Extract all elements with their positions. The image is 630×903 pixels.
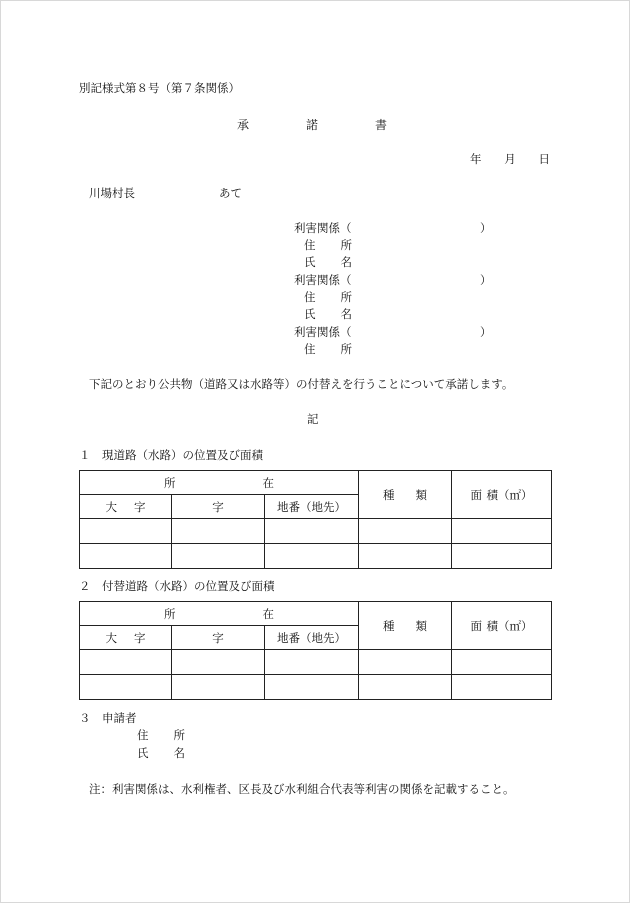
applicant-name <box>137 746 185 760</box>
cell[interactable] <box>80 675 172 700</box>
party-1-close: ） <box>480 221 492 235</box>
location-header: 所 在 <box>80 602 359 626</box>
applicant-name-char-2: 名 <box>173 746 185 760</box>
aza-header: 字 <box>172 495 265 519</box>
cell[interactable] <box>172 675 265 700</box>
cell[interactable] <box>265 544 359 569</box>
cell[interactable] <box>359 519 452 544</box>
applicant-address <box>137 728 185 742</box>
form-number: 別記様式第８号（第７条関係） <box>79 81 240 95</box>
section-1-heading: １ 現道路（水路）の位置及び面積 <box>79 448 263 462</box>
addressee-name: 川場村長 <box>89 186 135 200</box>
party-2-address <box>304 290 352 304</box>
table-row <box>80 544 552 569</box>
party-2-address-char-2: 所 <box>340 290 352 304</box>
party-3-address-char-1: 住 <box>304 342 316 356</box>
cell[interactable] <box>265 519 359 544</box>
title-char-1: 承 <box>237 118 250 132</box>
party-1-name-char-2: 名 <box>340 255 352 269</box>
party-3-address <box>304 342 352 356</box>
section-2-table <box>79 601 552 700</box>
aza-header: 字 <box>172 626 265 650</box>
ki-heading: 記 <box>307 412 319 426</box>
section-3-heading: ３ 申請者 <box>79 711 137 725</box>
oaza-header: 大 字 <box>80 626 172 650</box>
chiban-header: 地番（地先） <box>265 495 359 519</box>
party-1-label: 利害関係（ <box>294 221 352 235</box>
party-3-label: 利害関係（ <box>294 325 352 339</box>
date-day: 日 <box>538 152 550 166</box>
cell[interactable] <box>452 544 552 569</box>
kind-header: 種 類 <box>359 471 452 519</box>
party-2-name-char-2: 名 <box>340 307 352 321</box>
area-header: 面 積（㎡） <box>452 602 552 650</box>
party-1-name-char-1: 氏 <box>304 255 316 269</box>
party-3-address-char-2: 所 <box>340 342 352 356</box>
location-header: 所 在 <box>80 471 359 495</box>
party-2-address-char-1: 住 <box>304 290 316 304</box>
area-header: 面 積（㎡） <box>452 471 552 519</box>
cell[interactable] <box>359 650 452 675</box>
party-2-close: ） <box>480 273 492 287</box>
table-row <box>80 650 552 675</box>
party-2-label: 利害関係（ <box>294 273 352 287</box>
cell[interactable] <box>452 519 552 544</box>
addressee-suffix: あて <box>219 186 242 200</box>
date-month: 月 <box>504 152 516 166</box>
title-char-2: 諾 <box>305 118 318 132</box>
cell[interactable] <box>452 675 552 700</box>
applicant-name-char-1: 氏 <box>137 746 149 760</box>
party-2-name <box>304 307 352 321</box>
party-2-name-char-1: 氏 <box>304 307 316 321</box>
cell[interactable] <box>172 650 265 675</box>
chiban-header: 地番（地先） <box>265 626 359 650</box>
date-line <box>470 152 550 166</box>
date-year: 年 <box>470 152 482 166</box>
section-1-table <box>79 470 552 569</box>
applicant-address-char-2: 所 <box>173 728 185 742</box>
cell[interactable] <box>265 650 359 675</box>
party-1-address <box>304 238 352 252</box>
party-1-address-char-2: 所 <box>340 238 352 252</box>
cell[interactable] <box>265 675 359 700</box>
section-2-heading: ２ 付替道路（水路）の位置及び面積 <box>79 579 275 593</box>
party-1-address-char-1: 住 <box>304 238 316 252</box>
cell[interactable] <box>80 519 172 544</box>
footnote: 注：利害関係は、水利権者、区長及び水利組合代表等利害の関係を記載すること。 <box>89 782 515 796</box>
party-3-close: ） <box>480 325 492 339</box>
table-row <box>80 519 552 544</box>
kind-header: 種 類 <box>359 602 452 650</box>
cell[interactable] <box>359 675 452 700</box>
title-char-3: 書 <box>374 118 387 132</box>
applicant-address-char-1: 住 <box>137 728 149 742</box>
cell[interactable] <box>172 519 265 544</box>
table-row <box>80 675 552 700</box>
document-title <box>237 118 387 132</box>
consent-statement: 下記のとおり公共物（道路又は水路等）の付替えを行うことについて承諾します。 <box>89 377 514 391</box>
cell[interactable] <box>172 544 265 569</box>
oaza-header: 大 字 <box>80 495 172 519</box>
party-1-name <box>304 255 352 269</box>
cell[interactable] <box>80 544 172 569</box>
cell[interactable] <box>452 650 552 675</box>
cell[interactable] <box>359 544 452 569</box>
cell[interactable] <box>80 650 172 675</box>
